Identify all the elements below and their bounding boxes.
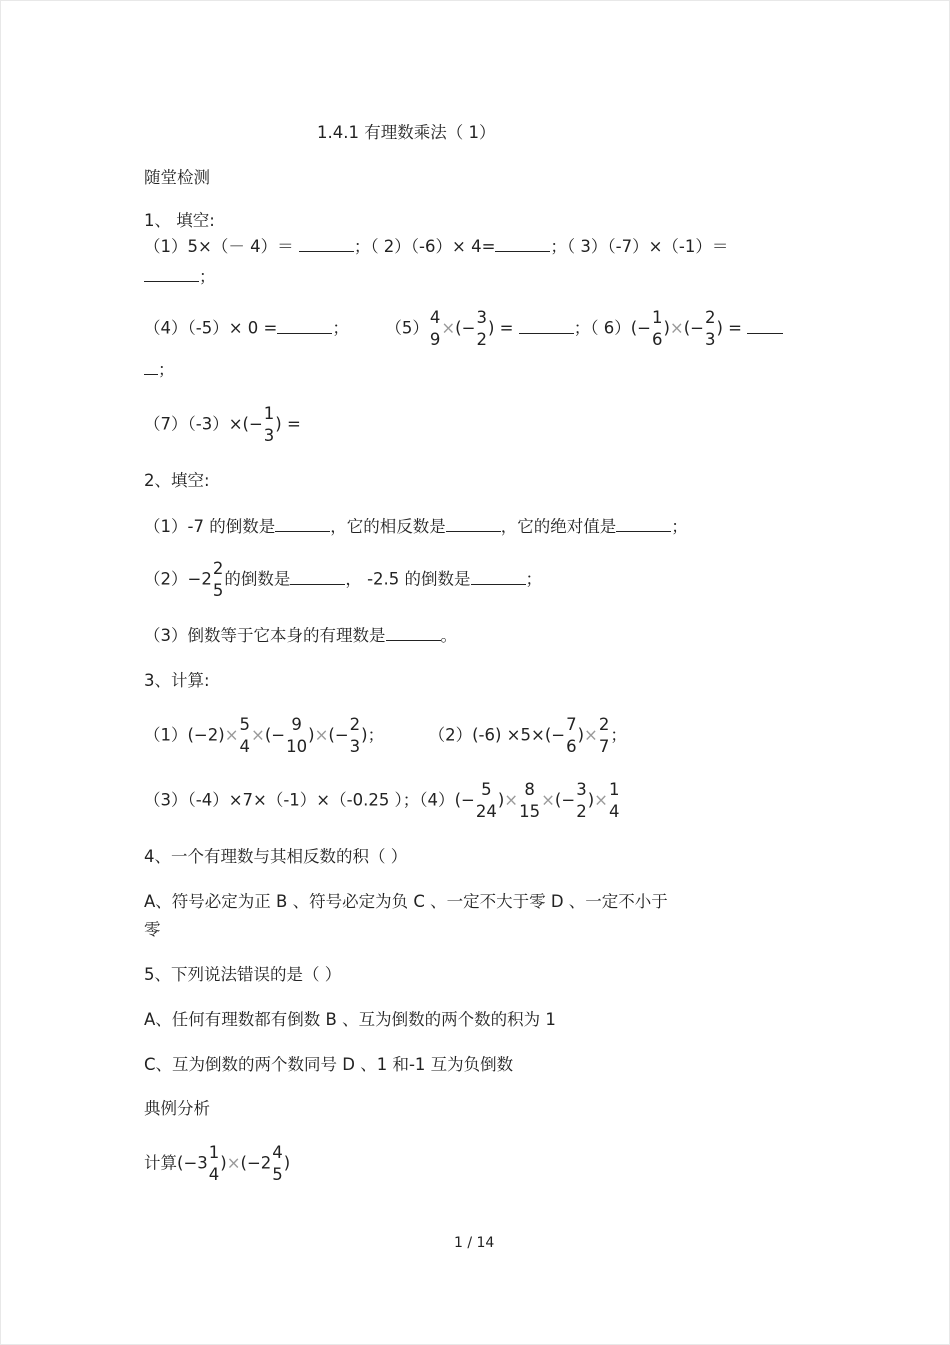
q1-part-1: （1）5×（－ 4）＝ xyxy=(144,237,299,256)
answer-blank[interactable] xyxy=(471,570,526,585)
fraction: 1 6 xyxy=(651,308,663,349)
answer-blank[interactable] xyxy=(446,517,501,532)
q1-line-a xyxy=(144,236,728,258)
fraction: 5 24 xyxy=(475,780,497,821)
q5-options-cd: C、互为倒数的两个数同号 D 、1 和-1 互为负倒数 xyxy=(144,1055,514,1074)
q4-options-cont: 零 xyxy=(144,920,161,939)
q1-line-a-cont xyxy=(144,266,216,288)
fraction: 4 5 xyxy=(272,1143,283,1184)
section-heading-check: 随堂检测 xyxy=(144,168,210,187)
q2-heading: 2、填空: xyxy=(144,471,210,490)
answer-blank[interactable] xyxy=(616,517,671,532)
q5-text: 5、下列说法错误的是（ ） xyxy=(144,965,342,984)
answer-blank[interactable] xyxy=(290,570,345,585)
q1-part-6-label: ；（ 6） xyxy=(573,318,631,338)
fraction: 4 9 xyxy=(429,308,441,349)
answer-blank[interactable] xyxy=(144,360,158,375)
q1-line-b-cont xyxy=(144,359,175,381)
fraction: 5 4 xyxy=(239,715,251,756)
fraction: 2 5 xyxy=(212,559,224,600)
semicolon: ； xyxy=(199,267,216,286)
q1-part-5-label: （5） xyxy=(385,318,429,338)
q1-line-c: （7）（-3）×(− 1 3 ) = xyxy=(144,404,301,445)
fraction: 7 6 xyxy=(566,715,577,756)
fraction: 1 3 xyxy=(263,404,275,445)
q2-line-a: （1）-7 的倒数是 ，它的相反数是 ，它的绝对值是 ； xyxy=(144,517,688,536)
example-heading: 典例分析 xyxy=(144,1099,210,1118)
q5-options-ab: A、任何有理数都有倒数 B 、互为倒数的两个数的积为 1 xyxy=(144,1010,556,1029)
q1-part-2: ；（ 2）（-6）× 4= xyxy=(353,237,496,256)
q2-line-c: （3）倒数等于它本身的有理数是 。 xyxy=(144,626,457,645)
fraction: 1 4 xyxy=(608,780,620,821)
q1-part-3: ；（ 3）（-7）×（-1）＝ xyxy=(550,237,729,256)
q4-text: 4、一个有理数与其相反数的积（ ） xyxy=(144,847,408,866)
fraction: 3 2 xyxy=(576,780,587,821)
semicolon: ； xyxy=(332,318,349,338)
fraction: 2 3 xyxy=(705,308,716,349)
q2-line-b: （2）−2 2 5 的倒数是 ， -2.5 的倒数是 ； xyxy=(144,559,543,600)
answer-blank[interactable] xyxy=(386,626,441,641)
q3-line-a: （1）(−2)× 5 4 ×(− 9 10 )×(− 2 3 )； （2）(-6) ×5×(− 7 6 )× 2 7 ； xyxy=(144,715,627,756)
answer-blank[interactable] xyxy=(747,319,783,334)
fraction: 9 10 xyxy=(286,715,308,756)
q1-heading: 1、 填空: xyxy=(144,211,215,230)
q1-line-b: （4）（-5）× 0 = ； （5） 4 9 ×(− 3 2 ) = ；（ 6）(− 1 6 )×(− 2 3 ) = xyxy=(144,308,783,350)
answer-blank[interactable] xyxy=(519,319,574,334)
fraction: 2 3 xyxy=(349,715,361,756)
fraction: 3 2 xyxy=(476,308,487,349)
answer-blank[interactable] xyxy=(275,517,330,532)
answer-blank[interactable] xyxy=(495,237,550,252)
fraction: 2 7 xyxy=(598,715,610,756)
page-number: 1 / 14 xyxy=(454,1235,495,1251)
q3-line-b: （3）（-4）×7×（-1）×（-0.25 ）；（4）(− 5 24 )× 8 15 ×(− 3 2 )× 1 4 xyxy=(144,780,620,821)
q3-heading: 3、计算: xyxy=(144,671,210,690)
q1-part-7: （7）（-3）× xyxy=(144,414,243,434)
example-expression: 计算(−3 1 4 )×(−2 4 5 ) xyxy=(144,1143,291,1184)
fraction: 8 15 xyxy=(519,780,541,821)
answer-blank[interactable] xyxy=(144,267,199,282)
page-title: 1.4.1 有理数乘法（ 1） xyxy=(317,123,496,142)
fraction: 1 4 xyxy=(208,1143,220,1184)
q1-part-4: （4）（-5）× 0 = xyxy=(144,318,278,338)
answer-blank[interactable] xyxy=(277,319,332,334)
answer-blank[interactable] xyxy=(299,237,354,252)
semicolon: ； xyxy=(158,360,175,379)
q4-options: A、符号必定为正 B 、符号必定为负 C 、一定不大于零 D 、一定不小于 xyxy=(144,892,668,911)
